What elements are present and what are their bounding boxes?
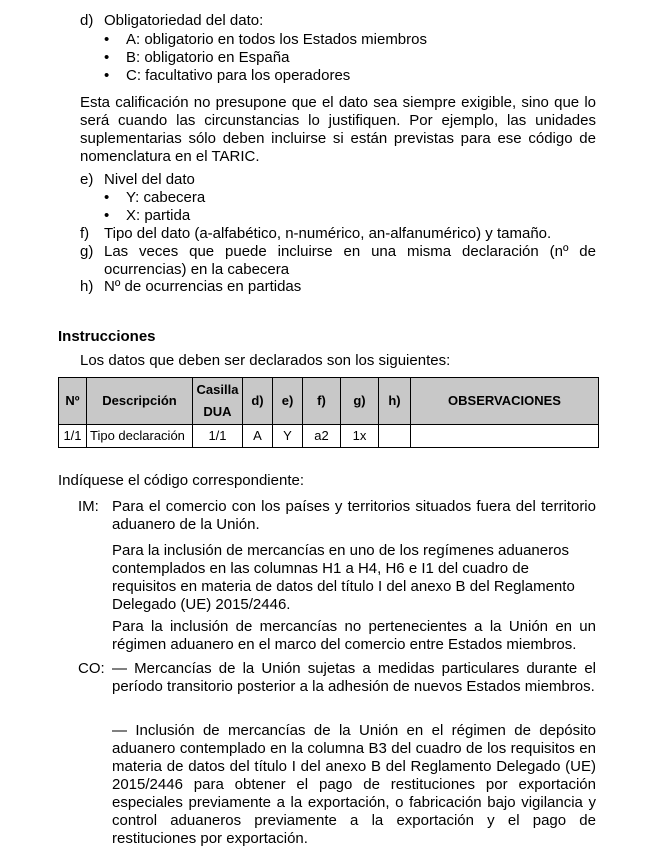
header-no: Nº [59, 378, 87, 425]
header-casilla-dua-text: Casilla DUA [196, 382, 239, 419]
cell-g: 1x [341, 425, 379, 448]
item-h-label: h) [80, 278, 94, 295]
cell-descripcion: Tipo declaración [87, 425, 193, 448]
code-co: CO: [78, 660, 105, 677]
item-e-title: Nivel del dato [104, 171, 195, 188]
item-e-bullet-x: X: partida [126, 207, 191, 224]
co-paragraph-2: — Inclusión de mercancías de la Unión en el régimen de depósito aduanero contemplado en la columna B3 del cuadro de los requisitos en materia de datos del título I del anexo B del Reglamento Delegado (UE) 2015/2446 para obtener el pago de restituciones por exportación especiales previamente a la exportación, o fabricación bajo vigilancia y control aduaneros previamente a la exportación y el pago de restituciones por exportación. [112, 722, 596, 847]
co-paragraph-1: — Mercancías de la Unión sujetas a medidas particulares durante el período transitorio posterior a la adhesión de nuevos Estados miembros. [112, 660, 596, 695]
bullet-dot: • [104, 31, 110, 48]
header-d: d) [243, 378, 273, 425]
bullet-dot: • [104, 189, 110, 206]
im-paragraph-2: Para la inclusión de mercancías en uno de los regímenes aduaneros contemplados en las columnas H1 a H4, H6 e I1 del cuadro de requisitos en materia de datos del título I del anexo B del Reglamento Delegado (UE) 2015/2446. [112, 542, 575, 613]
table-row [59, 425, 599, 448]
bullet-dot: • [104, 207, 110, 224]
im-paragraph-1: Para el comercio con los países y territorios situados fuera del territorio aduanero de la Unión. [112, 498, 596, 533]
item-e-label: e) [80, 171, 94, 188]
header-casilla-dua [193, 378, 243, 425]
item-h-text: Nº de ocurrencias en partidas [104, 278, 302, 295]
item-f-label: f) [80, 225, 90, 242]
item-d-bullet-b: B: obligatorio en España [126, 49, 290, 66]
item-d-bullet-a: A: obligatorio en todos los Estados miembros [126, 31, 427, 48]
item-e-bullet-y: Y: cabecera [126, 189, 206, 206]
header-h: h) [379, 378, 411, 425]
header-f: f) [303, 378, 341, 425]
item-g-label: g) [80, 243, 94, 260]
cell-f: a2 [303, 425, 341, 448]
cell-observaciones [411, 425, 599, 448]
item-d-label: d) [80, 12, 94, 29]
cell-d: A [243, 425, 273, 448]
instructions-heading: Instrucciones [58, 328, 156, 345]
item-g-text: Las veces que puede incluirse en una misma declaración (nº de ocurrencias) en la cabecera [104, 243, 596, 278]
header-descripcion: Descripción [87, 378, 193, 425]
header-e: e) [273, 378, 303, 425]
code-im: IM: [78, 498, 99, 515]
cell-e: Y [273, 425, 303, 448]
cell-no: 1/1 [59, 425, 87, 448]
header-g: g) [341, 378, 379, 425]
im-paragraph-3: Para la inclusión de mercancías no pertenecientes a la Unión en un régimen aduanero en el marco del comercio entre Estados miembros. [112, 618, 596, 653]
cell-casilla: 1/1 [193, 425, 243, 448]
item-d-paragraph: Esta calificación no presupone que el dato sea siempre exigible, sino que lo será cuando las circunstancias lo justifiquen. Por ejemplo, las unidades suplementarias sólo deben incluirse si están previstas para ese código de nomenclatura en el TARIC. [80, 94, 596, 165]
data-table [58, 377, 599, 448]
header-observaciones: OBSERVACIONES [411, 378, 599, 425]
instructions-intro: Los datos que deben ser declarados son los siguientes: [80, 352, 451, 369]
item-f-text: Tipo del dato (a-alfabético, n-numérico, an-alfanumérico) y tamaño. [104, 225, 552, 242]
codes-intro: Indíquese el código correspondiente: [58, 472, 305, 489]
bullet-dot: • [104, 67, 110, 84]
table-header-row [59, 378, 599, 425]
item-d-bullet-c: C: facultativo para los operadores [126, 67, 351, 84]
cell-h [379, 425, 411, 448]
bullet-dot: • [104, 49, 110, 66]
item-d-title: Obligatoriedad del dato: [104, 12, 264, 29]
